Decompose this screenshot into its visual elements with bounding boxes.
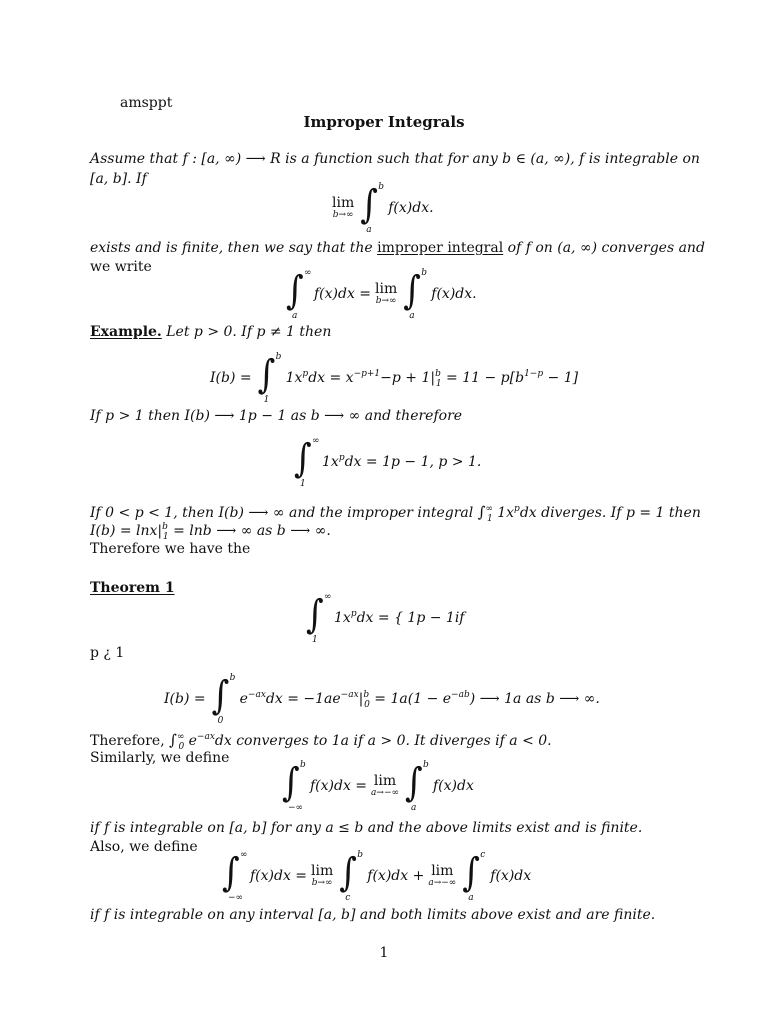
lim-operator: lim bbox=[332, 195, 355, 211]
paragraph-p-greater-1: If p > 1 then I(b) ⟶ 1p − 1 as b ⟶ ∞ and therefore bbox=[90, 408, 463, 424]
document-class-label: amsppt bbox=[120, 95, 173, 111]
integral-sign: ∫ b c bbox=[339, 850, 364, 904]
integral-sign: ∫ b a bbox=[403, 268, 428, 322]
equation-two-sided-improper: ∫ ∞ −∞ f(x)dx = lim b→∞ ∫ b c f(x)dx + lim a→−∞ ∫ c a f(x)dx bbox=[222, 850, 532, 904]
integral-sign: ∫ ∞ 1 bbox=[306, 592, 332, 646]
paragraph-also-define: Also, we define bbox=[90, 839, 198, 855]
equation-Ib-exponential: I(b) = ∫ b 0 $e^{-ax}dx = -1ae^{-ax}|^b_0 = 1a(1 - e^{-ab})$ ⟶ 1a as b ⟶ ∞. bbox=[164, 673, 600, 727]
equation-convergent-integral: ∫ ∞ 1 $1x^pdx = 1p - 1$, p > 1. bbox=[294, 436, 482, 490]
integral-sign: ∫ ∞ −∞ bbox=[222, 850, 248, 904]
integral-sign: ∫ b −∞ bbox=[282, 760, 306, 814]
integral-sign: ∫ b 0 bbox=[211, 673, 236, 727]
page-number: 1 bbox=[379, 945, 389, 961]
integrand: f(x)dx. bbox=[388, 199, 434, 216]
intro-line-1: Assume that f : [a, ∞) ⟶ R is a function such that for any b ∈ (a, ∞), f is integrable on bbox=[90, 151, 700, 167]
equation-theorem: ∫ ∞ 1 $1x^pdx$ = { 1p − 1if bbox=[306, 592, 465, 646]
theorem-heading: Theorem 1 bbox=[90, 580, 175, 596]
integral-sign: ∫ b a bbox=[405, 760, 429, 814]
paragraph-similarly: Similarly, we define bbox=[90, 750, 230, 766]
equation-limit-integral bbox=[332, 182, 434, 236]
paragraph-log-case: $I(b) = \ln x|^b_1 = \ln b$ ⟶ ∞ as b ⟶ ∞. bbox=[90, 522, 331, 542]
integral-sign: ∫ ∞ 1 bbox=[294, 436, 320, 490]
p-line: p ¿ 1 bbox=[90, 645, 125, 661]
equation-lower-improper: ∫ b −∞ f(x)dx = lim a→−∞ ∫ b a f(x)dx bbox=[282, 760, 474, 814]
integral-sign: ∫ ∞ a bbox=[286, 268, 312, 322]
paragraph-exponential-converges: Therefore, $\int^\infty_0$ $e^{-ax}dx$ converges to 1a if a > 0. It diverges if a < 0. bbox=[90, 731, 552, 752]
paragraph-any-interval: if f is integrable on any interval [a, b] and both limits above exist and are finite. bbox=[90, 907, 656, 923]
example-heading: Example. Let p > 0. If p ≠ 1 then bbox=[90, 324, 332, 340]
paragraph-we-write: we write bbox=[90, 259, 152, 275]
paragraph-divergence: If 0 < p < 1, then I(b) ⟶ ∞ and the improper integral $\int^\infty_1$ $1x^pdx$ diverges. If p = 1 then bbox=[90, 503, 701, 524]
lim-subscript: b→∞ bbox=[332, 210, 354, 220]
paragraph-improper-def: exists and is finite, then we say that the improper integral of f on (a, ∞) converges and bbox=[90, 240, 705, 256]
integral-sign: ∫ b 1 bbox=[257, 352, 282, 406]
equation-improper-integral-def: ∫ ∞ a f(x)dx = lim b→∞ ∫ b a f(x)dx. bbox=[286, 268, 477, 322]
equation-Ib-power: I(b) = ∫ b 1 $1x^pdx = x^{-p+1}-p + 1|^b_1 = 11 - p[b^{1-p} - 1]$ bbox=[210, 352, 579, 406]
integral-sign: ∫ b a bbox=[360, 182, 384, 236]
paragraph-therefore: Therefore we have the bbox=[90, 541, 251, 557]
page-title: Improper Integrals bbox=[303, 113, 465, 131]
paragraph-integrable-condition: if f is integrable on [a, b] for any a ≤ b and the above limits exist and is finite. bbox=[90, 820, 643, 836]
integral-sign: ∫ c a bbox=[462, 850, 486, 904]
intro-line-2: [a, b]. If bbox=[90, 171, 147, 187]
term-improper-integral: improper integral bbox=[377, 240, 504, 256]
